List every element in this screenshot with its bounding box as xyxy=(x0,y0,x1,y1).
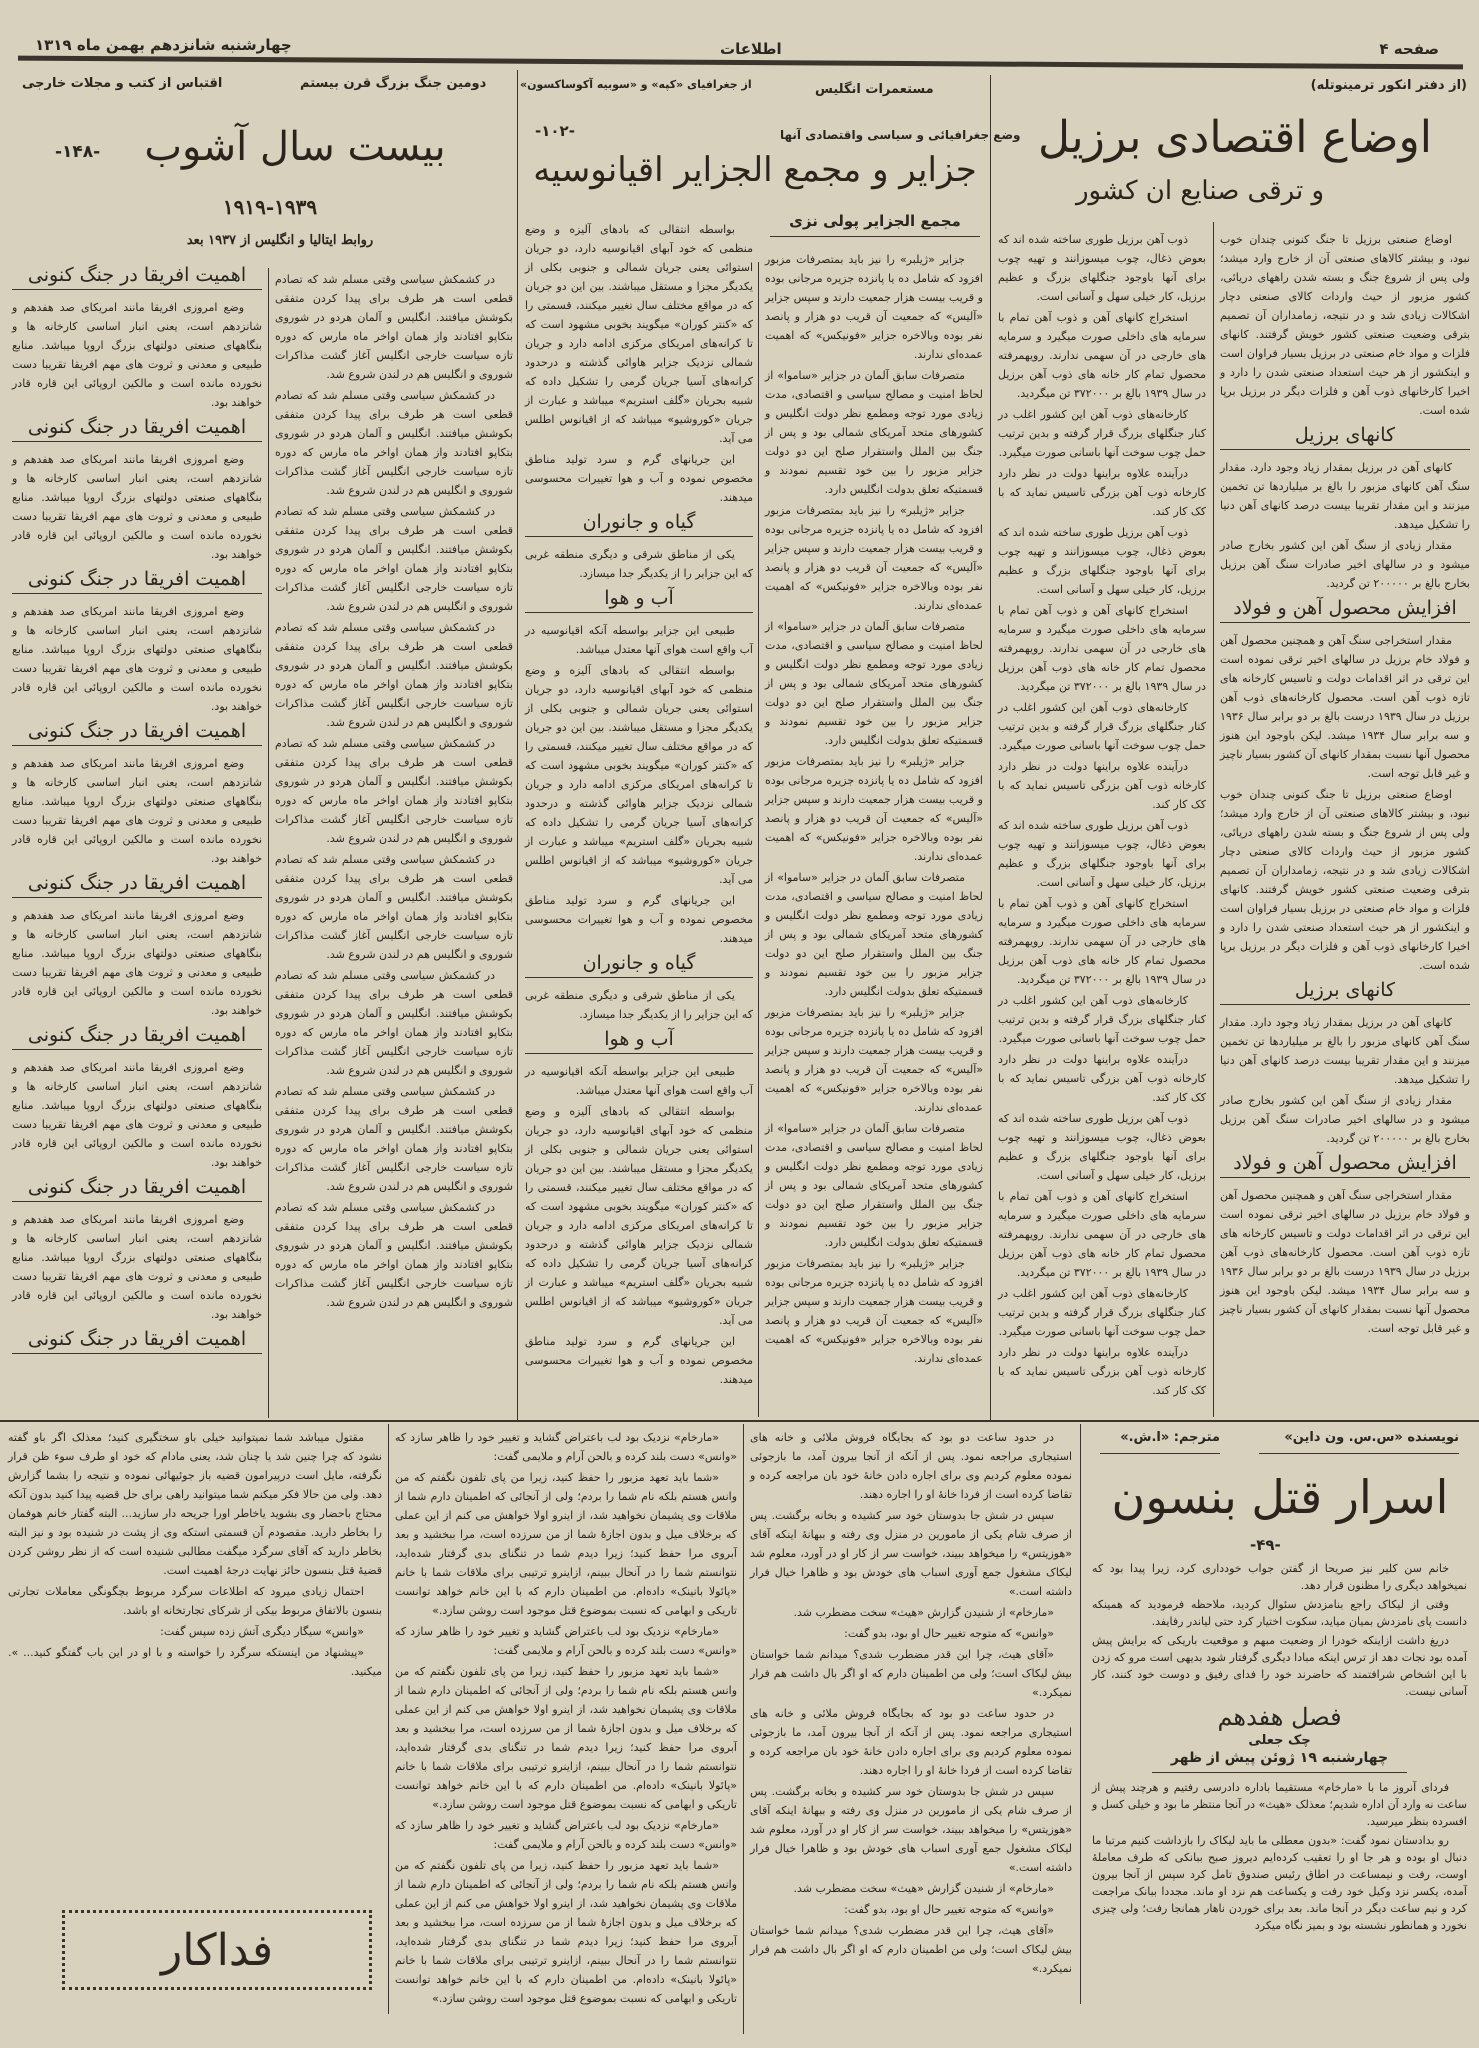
subheading: آب و هوا xyxy=(525,1030,753,1054)
ww2-label: دومین جنگ بزرگ قرن بیستم xyxy=(300,76,487,91)
paragraph: وضع امروزی افریقا مانند امریکای صد هفدهم و شانزدهم است، یعنی انبار اساسی کارخانه ها و بنگاههای صنعتی دولتهای بزرگ اروپا میباشد. منابع طبیعی و معدنی و ثروت های مهم افریقا تقریبا دست نخورده مانده است و مالکین اروپائی این قاره قادر خواهند بود. xyxy=(12,909,262,1017)
paragraph: این جریانهای گرم و سرد تولید مناطق مخصوص نموده و آب و هوا تغییرات محسوسی میدهند. xyxy=(525,894,753,945)
paragraph: ذوب آهن برزیل طوری ساخته شده اند که بعوض ذغال، چوب میسوزانند و تهیه چوب برای آنها باوجود جنگلهای بزرگ و عظیم برزیل، کار خیلی سهل و آسانی است. xyxy=(998,819,1206,889)
chapter-title: چک جعلی xyxy=(1248,1733,1311,1748)
paragraph: متصرفات سابق آلمان در جزایر «ساموا» از لحاظ امنیت و مصالح سیاسی و اقتصادی، مدت زیادی مورد توجه ومطمع نظر دولت انگلیس و کشورهای متحد آمریکای شمالی بود و پس از جنگ بین الملل واستقرار صلح این دو دولت جزایر مزبور را بین خود تقسیم نمودند و قسمتیکه تعلق بدولت انگلیس دارد. xyxy=(765,871,983,998)
chapter-date: چهارشنبه ۱۹ ژوئن پیش از ظهر xyxy=(1152,1749,1407,1773)
brazil-column-2 xyxy=(998,230,1206,1415)
serial-headline: اسرار قتل بنسون xyxy=(1111,1470,1449,1524)
paragraph: رو بدادستان نمود گفت: «بدون معطلی ما باید لیکاک را بازداشت کنیم مرتبا ما دنبال او بوده و هر جا او را تعقیب کرده‌ایم دیروز صبح ببانکی که طرف معاملهٔ اوست، رفت و نیمساعت در اطاق رئیس صندوق تامل کرد سپس از آنجا بیرون آمده، یکسر نزد وکیل خود رفت و یکساعت هم نزد او ماند. مجددا ببانک مراجعت کرد و نیم ساعت دیگر در آنجا ماند. بعد برای خوردن ناهار همانجا رفت؛ ولی چیزی نخورد و همانطور نشسته بود و بمیز نگاه میکرد xyxy=(1092,1834,1467,1932)
serial-chapter-text xyxy=(1092,1779,1467,1934)
subheading: کانهای برزیل xyxy=(1220,426,1470,450)
serial-column-c xyxy=(395,1428,737,2028)
paragraph: «وانس» که متوجه تغییر حال او بود، بدو گفت: xyxy=(844,1627,1054,1640)
oceania-column-1 xyxy=(765,250,983,1415)
paragraph: بواسطه انتقالی که بادهای آلیزه و وضع منظمی که خود آبهای اقیانوسیه دارد، دو جریان استوائی یعنی جریان شمالی و جنوبی بکلی از یکدیگر مجزا و مستقل میباشند. بین این دو جریان که در مواقع مختلف سال تغییر میکنند، قسمتی را که «کنتر کوران» میگویند بخوبی مشهود است که تا کرانه‌های امریکای مرکزی ادامه دارد و جریان شمالی نزدیک جزایر هاوائی گذشته و درحدود کرانه‌های آسیا جریان گرمی را تشکیل داده که شبیه بجریان «گلف استریم» میباشد و عبارت از جریان «کوروشیو» میباشد که از اقیانوس اطلس می آید. xyxy=(525,1105,753,1327)
paragraph: احتمال زیادی میرود که اطلاعات سرگرد مربوط بچگونگی معاملات تجارتی بنسون بالاتفاق مربوط بیکی از شرکای تجارتخانه او باشد. xyxy=(8,1585,382,1617)
paragraph: در کشمکش سیاسی وقتی مسلم شد که تصادم قطعی است هر طرف برای پیدا کردن متفقی بکوشش میافتند. انگلیس و آلمان هردو در شوروی بتکاپو افتادند واز همان اواخر ماه مارس که دوره تازه سیاست خارجی انگلیس آغاز گشت مذاکرات شوروی و انگلیس هم در لندن شروع شد. xyxy=(275,505,513,613)
paragraph: کانهای آهن در برزیل بمقدار زیاد وجود دارد. مقدار سنگ آهن کانهای مزبور را بالغ بر میلیاردها تن تخمین میزنند و این مقدار تقریبا بیست درصد کانهای آهن دنیا را تشکیل میدهد. xyxy=(1220,461,1470,531)
paragraph: وقتی از لیکاک راجع بنامزدش سئوال کردید، ملاحظه فرمودید که همینکه دانست پای نامزدش بمیان میاید، سکوت اختیار کرد حتی لیاندر رفایفد. xyxy=(1092,1598,1467,1628)
issue-date: چهارشنبه شانزدهم بهمن ماه ۱۳۱۹ xyxy=(35,36,292,54)
serial-installment: -۴۹- xyxy=(1250,1536,1281,1554)
paragraph: در کشمکش سیاسی وقتی مسلم شد که تصادم قطعی است هر طرف برای پیدا کردن متفقی بکوشش میافتند. انگلیس و آلمان هردو در شوروی بتکاپو افتادند واز همان اواخر ماه مارس که دوره تازه سیاست خارجی انگلیس آغاز گشت مذاکرات شوروی و انگلیس هم در لندن شروع شد. xyxy=(275,1201,513,1309)
paragraph: درآینده علاوه براینها دولت در نظر دارد کارخانه ذوب آهن بزرگی تاسیس نماید که با کک کار کند. xyxy=(998,1053,1206,1104)
paragraph: وضع امروزی افریقا مانند امریکای صد هفدهم و شانزدهم است، یعنی انبار اساسی کارخانه ها و بنگاههای صنعتی دولتهای بزرگ اروپا میباشد. منابع طبیعی و معدنی و ثروت های مهم افریقا تقریبا دست نخورده مانده است و مالکین اروپائی این قاره قادر خواهند بود. xyxy=(12,1061,262,1169)
paragraph: فردای آنروز ما با «مارخام» مستقیما باداره دادرسی رفتیم و هرچند پیش از ساعت نه وارد آن اداره شدیم؛ معذلک «هیث» در آنجا منتظر ما بود و خیلی کسل و افسرده بنظر میرسید. xyxy=(1092,1781,1467,1828)
oceania-headline: جزایر و مجمع الجزایر اقیانوسیه xyxy=(533,150,977,190)
twenty-years-column-2 xyxy=(12,260,262,1415)
paragraph: وضع امروزی افریقا مانند امریکای صد هفدهم و شانزدهم است، یعنی انبار اساسی کارخانه ها و بنگاههای صنعتی دولتهای بزرگ اروپا میباشد. منابع طبیعی و معدنی و ثروت های مهم افریقا تقریبا دست نخورده مانده است و مالکین اروپائی این قاره قادر خواهند بود. xyxy=(12,453,262,561)
paragraph: استخراج کانهای آهن و ذوب آهن تمام با سرمایه های داخلی صورت میگیرد و سرمایه های خارجی در آن سهمی ندارند. رویهمرفته محصول تمام کار خانه های ذوب آهن برزیل در سال ۱۹۳۹ بالغ بر ۳۷۲۰۰۰ تن میگردید. xyxy=(998,311,1206,400)
paragraph: جزایر «ژیلبر» را نیز باید بمتصرفات مزبور افزود که شامل ده یا پانزده جزیره مرجانی بوده و قریب بیست هزار جمعیت دارند و سپس جزایر «آلیس» که جمعیت آن قریب دو هزار و پانصد نفر بوده وبالاخره جزایر «فونیکس» که اهمیت عمده‌ای ندارند. xyxy=(765,253,983,361)
paragraph: درآینده علاوه براینها دولت در نظر دارد کارخانه ذوب آهن بزرگی تاسیس نماید که با کک کار کند. xyxy=(998,760,1206,811)
paragraph: در کشمکش سیاسی وقتی مسلم شد که تصادم قطعی است هر طرف برای پیدا کردن متفقی بکوشش میافتند. انگلیس و آلمان هردو در شوروی بتکاپو افتادند واز همان اواخر ماه مارس که دوره تازه سیاست خارجی انگلیس آغاز گشت مذاکرات شوروی و انگلیس هم در لندن شروع شد. xyxy=(275,1085,513,1193)
paragraph: «پیشنهاد من اینستکه سرگرد را خواسته و با او در این باب گفتگو کنید... ». میکنید. xyxy=(8,1646,382,1678)
fadakar-advertisement: فداکار xyxy=(62,1910,372,1990)
paragraph: مقدار استخراجی سنگ آهن و همچنین محصول آهن و فولاد خام برزیل در سالهای اخیر ترقی نموده است این ترقی در اثر اقدامات دولت و تاسیس کارخانه های تازه ذوب آهن است. محصول کارخانه‌های ذوب آهن برزیل در سال ۱۹۳۹ درست بالغ بر دو برابر سال ۱۹۳۶ و سه برابر سال ۱۹۳۴ میشد. لیکن باوجود این هنوز محصول آنها نسبت بمقدار کانهای آن کشور بسیار ناچیز و غیر قابل توجه است. xyxy=(1220,634,1470,780)
paragraph: در کشمکش سیاسی وقتی مسلم شد که تصادم قطعی است هر طرف برای پیدا کردن متفقی بکوشش میافتند. انگلیس و آلمان هردو در شوروی بتکاپو افتادند واز همان اواخر ماه مارس که دوره تازه سیاست خارجی انگلیس آغاز گشت مذاکرات شوروی و انگلیس هم در لندن شروع شد. xyxy=(275,853,513,961)
subheading: اهمیت افریقا در جنگ کنونی xyxy=(12,1178,262,1202)
subheading: اهمیت افریقا در جنگ کنونی xyxy=(12,570,262,594)
paragraph: متصرفات سابق آلمان در جزایر «ساموا» از لحاظ امنیت و مصالح سیاسی و اقتصادی، مدت زیادی مورد توجه ومطمع نظر دولت انگلیس و کشورهای متحد آمریکای شمالی بود و پس از جنگ بین الملل واستقرار صلح این دو دولت جزایر مزبور را بین خود تقسیم نمودند و قسمتیکه تعلق بدولت انگلیس دارد. xyxy=(765,1122,983,1249)
paragraph: «وانس» سیگار دیگری آتش زده سپس گفت: xyxy=(160,1625,364,1638)
paragraph: استخراج کانهای آهن و ذوب آهن تمام با سرمایه های داخلی صورت میگیرد و سرمایه های خارجی در آن سهمی ندارند. رویهمرفته محصول تمام کار خانه های ذوب آهن برزیل در سال ۱۹۳۹ بالغ بر ۳۷۲۰۰۰ تن میگردید. xyxy=(998,604,1206,693)
paragraph: «مارخام» نزدیک بود لب باعتراض گشاید و تغییر خود را ظاهر سازد که «وانس» دست بلند کرده و بالحن آرام و ملایمی گفت: xyxy=(395,1431,737,1463)
paragraph: سپس در شش جا بدوستان خود سر کشیده و بخانه برگشت. پس از صرف شام یکی از مامورین در منزل وی رفته و ببهانهٔ اینکه آقای «هوزیتس» را میخواهد ببیند، خواست سر از کار او در آورد، معلوم شد لیکاک مشغول جمع آوری اسباب های خودش بود و ظاهرا خیال فرار داشته است.» xyxy=(750,1509,1072,1598)
paragraph: بواسطه انتقالی که بادهای آلیزه و وضع منظمی که خود آبهای اقیانوسیه دارد، دو جریان استوائی یعنی جریان شمالی و جنوبی بکلی از یکدیگر مجزا و مستقل میباشند. بین این دو جریان که در مواقع مختلف سال تغییر میکنند، قسمتی را که «کنتر کوران» میگویند بخوبی مشهود است که تا کرانه‌های امریکای مرکزی ادامه دارد و جریان شمالی نزدیک جزایر هاوائی گذشته و درحدود کرانه‌های آسیا جریان گرمی را تشکیل داده که شبیه بجریان «گلف استریم» میباشد و عبارت از جریان «کوروشیو» میباشد که از اقیانوس اطلس می آید. xyxy=(525,664,753,886)
paragraph: در کشمکش سیاسی وقتی مسلم شد که تصادم قطعی است هر طرف برای پیدا کردن متفقی بکوشش میافتند. انگلیس و آلمان هردو در شوروی بتکاپو افتادند واز همان اواخر ماه مارس که دوره تازه سیاست خارجی انگلیس آغاز گشت مذاکرات شوروی و انگلیس هم در لندن شروع شد. xyxy=(275,389,513,497)
paragraph: «شما باید تعهد مزبور را حفظ کنید، زیرا من پای تلفون نگفتم که من وانس هستم بلکه نام شما را بردم؛ ولی از آنجائی که اطمینان دارم شما از ملاقات وی پشیمان نخواهید شد، از اینرو اولا خواهش می کنم از این عملی که برخلاف میل و بدون اجازهٔ شما از من سرزده است، مرا ببخشید و بعد آبروی مرا حفظ کنید؛ زیرا دیدم شما در تنگنای بدی گرفتار شده‌اید، نتوانستم شما را در آنحال ببینم، ازاینرو ترتیبی برای ملاقات شما با خانم «پائولا بانینک» داده‌ام. من اطمینان دارم که با این خانم خواهد توانست تاریکی و ابهامی که نسبت بموضوع قتل موجود است روشن سازد.» xyxy=(395,1665,737,1811)
brazil-column-1 xyxy=(1220,230,1470,1415)
paragraph: اوضاع صنعتی برزیل تا جنگ کنونی چندان خوب نبود، و بیشتر کالاهای صنعتی آن از خارج وارد میشد؛ ولی پس از شروع جنگ و بسته شدن راههای دریائی، کشور مزبور از حیث واردات کالای صنعتی دچار اشکالات زیادی شد و در نتیجه، زمامداران آن تصمیم بترقی وضعیت صنعتی کشور خویش گرفتند. کانهای فلزات و مواد خام صنعتی در برزیل بسیار فراوان است و اینکشور از هر حیث استعداد صنعتی شدن را دارد و اخیرا کارخانهای ذوب آهن و فلزات دیگر در برزیل برپا شده است. xyxy=(1220,788,1470,972)
twenty-years-subtitle: روابط ایتالیا و انگلیس از ۱۹۳۷ بعد xyxy=(186,233,374,248)
paragraph: «وانس» که متوجه تغییر حال او بود، بدو گفت: xyxy=(844,1903,1054,1916)
paragraph: مقتول میباشد شما نمیتوانید خیلی باو سختگیری کنید؛ معذلک اگر باو گفته نشود که چرا چنین شد یا چنان شد، یعنی مادام که خود او طرف سوء ظن قرار نگرفته، مایل است درپیرامون قضیه باز جوئیهائی نموده و نتیجه را بشما گزارش دهد. ولی من حالا فکر میکنم شما میتوانید راهی برای حل قضیه پیدا کنید بدون آنکه محتاج باحضار وی بشوید یاخاطر اورا جریحه دار سازید... البته گفتار خانم هوفمان را بخاطر دارید. مقصودم آن قسمتی استکه وی از پشت در شنیده بود و نیز البته بخاطر دارید که آقای سرگرد میگفت مطالبی شنیده است که از نظر روشن کردن قضیهٔ قتل بنسون حائز نهایت درجهٔ اهمیت است. xyxy=(8,1431,382,1577)
serial-column-b xyxy=(750,1428,1072,2028)
paragraph: اوضاع صنعتی برزیل تا جنگ کنونی چندان خوب نبود، و بیشتر کالاهای صنعتی آن از خارج وارد میشد؛ ولی پس از شروع جنگ و بسته شدن راههای دریائی، کشور مزبور از حیث واردات کالای صنعتی دچار اشکالات زیادی شد و در نتیجه، زمامداران آن تصمیم بترقی وضعیت صنعتی کشور خویش گرفتند. کانهای فلزات و مواد خام صنعتی در برزیل بسیار فراوان است و اینکشور از هر حیث استعداد صنعتی شدن را دارد و اخیرا کارخانهای ذوب آهن و فلزات دیگر در برزیل برپا شده است. xyxy=(1220,233,1470,417)
paragraph: دریغ داشت ازاینکه خودرا از وضعیت مبهم و موقعیت باریکی که برایش پیش آمده بود نجات دهد از ترس اینکه مبادا دیگری گرفتار شود بدیهی است مرو که زدن با این اشخاص شرافتمند که حاضرند خود را فدای رفیق و دوست خود کنند، کار آسانی نیست. xyxy=(1092,1634,1467,1698)
paragraph: در حدود ساعت دو بود که بجایگاه فروش ملائی و خانه های استیجاری مراجعه نمود. پس از آنکه از آنجا بیرون آمد، ما بازجوئی نموده معلوم کردیم وی برای اجاره دادن خانهٔ خود بان مراجعه کرده و تقاضا کرده است از فردا خانهٔ او را اجاره دهند. xyxy=(750,1707,1072,1777)
subheading: اهمیت افریقا در جنگ کنونی xyxy=(12,1330,262,1354)
paragraph: درآینده علاوه براینها دولت در نظر دارد کارخانه ذوب آهن بزرگی تاسیس نماید که با کک کار کند. xyxy=(998,1346,1206,1397)
page-number: صفحه ۴ xyxy=(1379,40,1439,58)
column-rule xyxy=(517,70,518,1420)
paragraph: متصرفات سابق آلمان در جزایر «ساموا» از لحاظ امنیت و مصالح سیاسی و اقتصادی، مدت زیادی مورد توجه ومطمع نظر دولت انگلیس و کشورهای متحد آمریکای شمالی بود و پس از جنگ بین الملل واستقرار صلح این دو دولت جزایر مزبور را بین خود تقسیم نمودند و قسمتیکه تعلق بدولت انگلیس دارد. xyxy=(765,369,983,496)
serial-intro xyxy=(1092,1560,1467,1700)
brazil-source-label: (از دفتر انکور ترمینوتله) xyxy=(1310,78,1467,93)
paragraph: کارخانه‌های ذوب آهن این کشور اغلب در کنار جنگلهای بزرگ قرار گرفته و بدین ترتیب حمل چوب سوخت آنها باسانی صورت میگیرد. xyxy=(998,408,1206,459)
column-rule xyxy=(1213,222,1214,1417)
paragraph: در کشمکش سیاسی وقتی مسلم شد که تصادم قطعی است هر طرف برای پیدا کردن متفقی بکوشش میافتند. انگلیس و آلمان هردو در شوروی بتکاپو افتادند واز همان اواخر ماه مارس که دوره تازه سیاست خارجی انگلیس آغاز گشت مذاکرات شوروی و انگلیس هم در لندن شروع شد. xyxy=(275,969,513,1077)
paragraph: کارخانه‌های ذوب آهن این کشور اغلب در کنار جنگلهای بزرگ قرار گرفته و بدین ترتیب حمل چوب سوخت آنها باسانی صورت میگیرد. xyxy=(998,1287,1206,1338)
column-rule xyxy=(388,1424,389,2014)
subheading: اهمیت افریقا در جنگ کنونی xyxy=(12,722,262,746)
paragraph: «مارخام» نزدیک بود لب باعتراض گشاید و تغییر خود را ظاهر سازد که «وانس» دست بلند کرده و بالحن آرام و ملایمی گفت: xyxy=(395,1625,737,1657)
paragraph: در کشمکش سیاسی وقتی مسلم شد که تصادم قطعی است هر طرف برای پیدا کردن متفقی بکوشش میافتند. انگلیس و آلمان هردو در شوروی بتکاپو افتادند واز همان اواخر ماه مارس که دوره تازه سیاست خارجی انگلیس آغاز گشت مذاکرات شوروی و انگلیس هم در لندن شروع شد. xyxy=(275,273,513,381)
subheading: اهمیت افریقا در جنگ کنونی xyxy=(12,1026,262,1050)
paragraph: «مارخام» از شنیدن گزارش «هیث» سخت مضطرب شد. xyxy=(793,1606,1054,1619)
paragraph: «شما باید تعهد مزبور را حفظ کنید، زیرا من پای تلفون نگفتم که من وانس هستم بلکه نام شما را بردم؛ ولی از آنجائی که اطمینان دارم شما از ملاقات وی پشیمان نخواهید شد، از اینرو اولا خواهش می کنم از این عملی که برخلاف میل و بدون اجازهٔ شما از من سرزده است، مرا ببخشید و بعد آبروی مرا حفظ کنید؛ زیرا دیدم شما در تنگنای بدی گرفتار شده‌اید، نتوانستم شما را در آنحال ببینم، ازاینرو ترتیبی برای ملاقات شما با خانم «پائولا بانینک» داده‌ام. من اطمینان دارم که با این خانم خواهد توانست تاریکی و ابهامی که نسبت بموضوع قتل موجود است روشن سازد.» xyxy=(395,1859,737,2005)
subheading: آب و هوا xyxy=(525,589,753,613)
newspaper-name: اطلاعات xyxy=(720,40,782,58)
paragraph: جزایر «ژیلبر» را نیز باید بمتصرفات مزبور افزود که شامل ده یا پانزده جزیره مرجانی بوده و قریب بیست هزار جمعیت دارند و سپس جزایر «آلیس» که جمعیت آن قریب دو هزار و پانصد نفر بوده وبالاخره جزایر «فونیکس» که اهمیت عمده‌ای ندارند. xyxy=(765,1006,983,1114)
serial-translator: مترجم: «ا.ش.» xyxy=(1100,1430,1220,1454)
column-rule xyxy=(1080,1424,1081,2004)
subheading: افزایش محصول آهن و فولاد xyxy=(1220,599,1470,623)
paragraph: «آقای هیث، چرا این قدر مضطرب شدی؟ میدانم شما خواستان بیش لیکاک است؛ ولی من اطمینان دارم که او اگر بال داشت هم فرار نمیکرد.» xyxy=(750,1648,1072,1699)
twenty-years-headline: بیست سال آشوب xyxy=(144,124,446,170)
paragraph: وضع امروزی افریقا مانند امریکای صد هفدهم و شانزدهم است، یعنی انبار اساسی کارخانه ها و بنگاههای صنعتی دولتهای بزرگ اروپا میباشد. منابع طبیعی و معدنی و ثروت های مهم افریقا تقریبا دست نخورده مانده است و مالکین اروپائی این قاره قادر خواهند بود. xyxy=(12,605,262,713)
paragraph: متصرفات سابق آلمان در جزایر «ساموا» از لحاظ امنیت و مصالح سیاسی و اقتصادی، مدت زیادی مورد توجه ومطمع نظر دولت انگلیس و کشورهای متحد آمریکای شمالی بود و پس از جنگ بین الملل واستقرار صلح این دو دولت جزایر مزبور را بین خود تقسیم نمودند و قسمتیکه تعلق بدولت انگلیس دارد. xyxy=(765,620,983,747)
paragraph: این جریانهای گرم و سرد تولید مناطق مخصوص نموده و آب و هوا تغییرات محسوسی میدهند. xyxy=(525,1335,753,1386)
chapter-heading: فصل هفدهم xyxy=(1217,1703,1342,1731)
paragraph: یکی از مناطق شرقی و دیگری منطقه غربی که این جزایر را از یکدیگر جدا میسازد. xyxy=(525,548,753,580)
paragraph: یکی از مناطق شرقی و دیگری منطقه غربی که این جزایر را از یکدیگر جدا میسازد. xyxy=(525,989,753,1021)
subheading: اهمیت افریقا در جنگ کنونی xyxy=(12,266,262,290)
subheading: افزایش محصول آهن و فولاد xyxy=(1220,1154,1470,1178)
paragraph: کارخانه‌های ذوب آهن این کشور اغلب در کنار جنگلهای بزرگ قرار گرفته و بدین ترتیب حمل چوب سوخت آنها باسانی صورت میگیرد. xyxy=(998,994,1206,1045)
paragraph: خانم سن کلیر نیز صریحا از گفتن جواب خودداری کرد، زیرا پیدا بود که نمیخواهد دیگری را مظنون قرار دهد. xyxy=(1092,1562,1467,1592)
twenty-years-installment: -۱۴۸- xyxy=(55,142,101,162)
paragraph: طبیعی این جزایر بواسطه آنکه اقیانوسیه در آب واقع است هوای آنها معتدل میباشد. xyxy=(525,1065,753,1097)
paragraph: مقدار زیادی از سنگ آهن این کشور بخارج صادر میشود و در سالهای اخیر صادرات سنگ آهن برزیل بخارج بالغ بر ۲۰۰۰۰۰ تن گردید. xyxy=(1220,539,1470,590)
paragraph: «مارخام» نزدیک بود لب باعتراض گشاید و تغییر خود را ظاهر سازد که «وانس» دست بلند کرده و بالحن آرام و ملایمی گفت: xyxy=(395,1819,737,1851)
paragraph: در کشمکش سیاسی وقتی مسلم شد که تصادم قطعی است هر طرف برای پیدا کردن متفقی بکوشش میافتند. انگلیس و آلمان هردو در شوروی بتکاپو افتادند واز همان اواخر ماه مارس که دوره تازه سیاست خارجی انگلیس آغاز گشت مذاکرات شوروی و انگلیس هم در لندن شروع شد. xyxy=(275,621,513,729)
subheading: گیاه و جانوران xyxy=(525,954,753,978)
paragraph: کارخانه‌های ذوب آهن این کشور اغلب در کنار جنگلهای بزرگ قرار گرفته و بدین ترتیب حمل چوب سوخت آنها باسانی صورت میگیرد. xyxy=(998,701,1206,752)
foreign-label: اقتباس از کتب و مجلات خارجی xyxy=(22,76,223,91)
paragraph: در حدود ساعت دو بود که بجایگاه فروش ملائی و خانه های استیجاری مراجعه نمود. پس از آنکه از آنجا بیرون آمد، ما بازجوئی نموده معلوم کردیم وی برای اجاره دادن خانهٔ خود بان مراجعه کرده و تقاضا کرده است از فردا خانهٔ او را اجاره دهند. xyxy=(750,1431,1072,1501)
paragraph: ذوب آهن برزیل طوری ساخته شده اند که بعوض ذغال، چوب میسوزانند و تهیه چوب برای آنها باوجود جنگلهای بزرگ و عظیم برزیل، کار خیلی سهل و آسانی است. xyxy=(998,1112,1206,1182)
serial-column-d xyxy=(8,1428,382,1683)
paragraph: جزایر «ژیلبر» را نیز باید بمتصرفات مزبور افزود که شامل ده یا پانزده جزیره مرجانی بوده و قریب بیست هزار جمعیت دارند و سپس جزایر «آلیس» که جمعیت آن قریب دو هزار و پانصد نفر بوده وبالاخره جزایر «فونیکس» که اهمیت عمده‌ای ندارند. xyxy=(765,1257,983,1365)
paragraph: ذوب آهن برزیل طوری ساخته شده اند که بعوض ذغال، چوب میسوزانند و تهیه چوب برای آنها باوجود جنگلهای بزرگ و عظیم برزیل، کار خیلی سهل و آسانی است. xyxy=(998,526,1206,596)
twenty-years-years: ۱۹۱۹-۱۹۳۹ xyxy=(222,195,318,219)
paragraph: وضع امروزی افریقا مانند امریکای صد هفدهم و شانزدهم است، یعنی انبار اساسی کارخانه ها و بنگاههای صنعتی دولتهای بزرگ اروپا میباشد. منابع طبیعی و معدنی و ثروت های مهم افریقا تقریبا دست نخورده مانده است و مالکین اروپائی این قاره قادر خواهند بود. xyxy=(12,1213,262,1321)
oceania-installment: -۱۰۲- xyxy=(535,122,575,140)
paragraph: ذوب آهن برزیل طوری ساخته شده اند که بعوض ذغال، چوب میسوزانند و تهیه چوب برای آنها باوجود جنگلهای بزرگ و عظیم برزیل، کار خیلی سهل و آسانی است. xyxy=(998,233,1206,303)
paragraph: وضع امروزی افریقا مانند امریکای صد هفدهم و شانزدهم است، یعنی انبار اساسی کارخانه ها و بنگاههای صنعتی دولتهای بزرگ اروپا میباشد. منابع طبیعی و معدنی و ثروت های مهم افریقا تقریبا دست نخورده مانده است و مالکین اروپائی این قاره قادر خواهند بود. xyxy=(12,301,262,409)
paragraph: استخراج کانهای آهن و ذوب آهن تمام با سرمایه های داخلی صورت میگیرد و سرمایه های خارجی در آن سهمی ندارند. رویهمرفته محصول تمام کار خانه های ذوب آهن برزیل در سال ۱۹۳۹ بالغ بر ۳۷۲۰۰۰ تن میگردید. xyxy=(998,1190,1206,1279)
paragraph: در کشمکش سیاسی وقتی مسلم شد که تصادم قطعی است هر طرف برای پیدا کردن متفقی بکوشش میافتند. انگلیس و آلمان هردو در شوروی بتکاپو افتادند واز همان اواخر ماه مارس که دوره تازه سیاست خارجی انگلیس آغاز گشت مذاکرات شوروی و انگلیس هم در لندن شروع شد. xyxy=(275,737,513,845)
paragraph: مقدار استخراجی سنگ آهن و همچنین محصول آهن و فولاد خام برزیل در سالهای اخیر ترقی نموده است این ترقی در اثر اقدامات دولت و تاسیس کارخانه های تازه ذوب آهن است. محصول کارخانه‌های ذوب آهن برزیل در سال ۱۹۳۹ درست بالغ بر دو برابر سال ۱۹۳۶ و سه برابر سال ۱۹۳۴ میشد. لیکن باوجود این هنوز محصول آنها نسبت بمقدار کانهای آن کشور بسیار ناچیز و غیر قابل توجه است. xyxy=(1220,1189,1470,1335)
oceania-column-2 xyxy=(525,220,753,1415)
paragraph: استخراج کانهای آهن و ذوب آهن تمام با سرمایه های داخلی صورت میگیرد و سرمایه های خارجی در آن سهمی ندارند. رویهمرفته محصول تمام کار خانه های ذوب آهن برزیل در سال ۱۹۳۹ بالغ بر ۳۷۲۰۰۰ تن میگردید. xyxy=(998,897,1206,986)
serial-story-column xyxy=(1092,1560,1467,1936)
paragraph: «شما باید تعهد مزبور را حفظ کنید، زیرا من پای تلفون نگفتم که من وانس هستم بلکه نام شما را بردم؛ ولی از آنجائی که اطمینان دارم شما از ملاقات وی پشیمان نخواهید شد، از اینرو اولا خواهش می کنم از این عملی که برخلاف میل و بدون اجازهٔ شما از من سرزده است، مرا ببخشید و بعد آبروی مرا حفظ کنید؛ زیرا دیدم شما در تنگنای بدی گرفتار شده‌اید، نتوانستم شما را در آنحال ببینم، ازاینرو ترتیبی برای ملاقات شما با خانم «پائولا بانینک» داده‌ام. من اطمینان دارم که با این خانم خواهد توانست تاریکی و ابهامی که نسبت بموضوع قتل موجود است روشن سازد.» xyxy=(395,1471,737,1617)
paragraph: بواسطه انتقالی که بادهای آلیزه و وضع منظمی که خود آبهای اقیانوسیه دارد، دو جریان استوائی یعنی جریان شمالی و جنوبی بکلی از یکدیگر مجزا و مستقل میباشند. بین این دو جریان که در مواقع مختلف سال تغییر میکنند، قسمتی را که «کنتر کوران» میگویند بخوبی مشهود است که تا کرانه‌های امریکای مرکزی ادامه دارد و جریان شمالی نزدیک جزایر هاوائی گذشته و درحدود کرانه‌های آسیا جریان گرمی را تشکیل داده که شبیه بجریان «گلف استریم» میباشد و عبارت از جریان «کوروشیو» میباشد که از اقیانوس اطلس می آید. xyxy=(525,223,753,445)
paragraph: جزایر «ژیلبر» را نیز باید بمتصرفات مزبور افزود که شامل ده یا پانزده جزیره مرجانی بوده و قریب بیست هزار جمعیت دارند و سپس جزایر «آلیس» که جمعیت آن قریب دو هزار و پانصد نفر بوده وبالاخره جزایر «فونیکس» که اهمیت عمده‌ای ندارند. xyxy=(765,504,983,612)
brazil-headline: اوضاع اقتصادی برزیل xyxy=(1038,112,1432,163)
subheading: گیاه و جانوران xyxy=(525,513,753,537)
subheading: اهمیت افریقا در جنگ کنونی xyxy=(12,418,262,442)
column-rule xyxy=(743,1424,744,2034)
paragraph: طبیعی این جزایر بواسطه آنکه اقیانوسیه در آب واقع است هوای آنها معتدل میباشد. xyxy=(525,624,753,656)
oceania-subhead: مجمع الجزایر پولی نزی xyxy=(770,212,980,237)
subheading: اهمیت افریقا در جنگ کنونی xyxy=(12,874,262,898)
serial-author: نویسنده «س.س. ون داین» xyxy=(1259,1430,1459,1454)
paragraph: جزایر «ژیلبر» را نیز باید بمتصرفات مزبور افزود که شامل ده یا پانزده جزیره مرجانی بوده و قریب بیست هزار جمعیت دارند و سپس جزایر «آلیس» که جمعیت آن قریب دو هزار و پانصد نفر بوده وبالاخره جزایر «فونیکس» که اهمیت عمده‌ای ندارند. xyxy=(765,755,983,863)
column-rule xyxy=(758,262,759,1417)
column-rule xyxy=(268,268,269,1418)
paragraph: «آقای هیث، چرا این قدر مضطرب شدی؟ میدانم شما خواستان بیش لیکاک است؛ ولی من اطمینان دارم که او اگر بال داشت هم فرار نمیکرد.» xyxy=(750,1924,1072,1975)
paragraph: این جریانهای گرم و سرد تولید مناطق مخصوص نموده و آب و هوا تغییرات محسوسی میدهند. xyxy=(525,453,753,504)
paragraph: مقدار زیادی از سنگ آهن این کشور بخارج صادر میشود و در سالهای اخیر صادرات سنگ آهن برزیل بخارج بالغ بر ۲۰۰۰۰۰ تن گردید. xyxy=(1220,1094,1470,1145)
column-rule xyxy=(990,75,991,1420)
brazil-subtitle: و ترقی صنایع ان کشور xyxy=(1075,176,1325,206)
paragraph: درآینده علاوه براینها دولت در نظر دارد کارخانه ذوب آهن بزرگی تاسیس نماید که با کک کار کند. xyxy=(998,467,1206,518)
paragraph: کانهای آهن در برزیل بمقدار زیاد وجود دارد. مقدار سنگ آهن کانهای مزبور را بالغ بر میلیاردها تن تخمین میزنند و این مقدار تقریبا بیست درصد کانهای آهن دنیا را تشکیل میدهد. xyxy=(1220,1016,1470,1086)
paragraph: سپس در شش جا بدوستان خود سر کشیده و بخانه برگشت. پس از صرف شام یکی از مامورین در منزل وی رفته و ببهانهٔ اینکه آقای «هوزیتس» را میخواهد ببیند، خواست سر از کار او در آورد، معلوم شد لیکاک مشغول جمع آوری اسباب های خودش بود و ظاهرا خیال فرار داشته است.» xyxy=(750,1785,1072,1874)
section-divider xyxy=(0,1420,1479,1422)
twenty-years-column-1 xyxy=(275,270,513,1415)
colonies-label: مستعمرات انگلیس xyxy=(815,82,934,97)
paragraph: وضع امروزی افریقا مانند امریکای صد هفدهم و شانزدهم است، یعنی انبار اساسی کارخانه ها و بنگاههای صنعتی دولتهای بزرگ اروپا میباشد. منابع طبیعی و معدنی و ثروت های مهم افریقا تقریبا دست نخورده مانده است و مالکین اروپائی این قاره قادر خواهند بود. xyxy=(12,757,262,865)
geo-source-label: از جغرافیای «کپه» و «سوبیه آکوساکسون» xyxy=(520,78,752,91)
oceania-kicker: وضع جغرافیائی و سیاسی واقتصادی آنها xyxy=(780,128,1021,142)
paragraph: «مارخام» از شنیدن گزارش «هیث» سخت مضطرب شد. xyxy=(793,1882,1054,1895)
subheading: کانهای برزیل xyxy=(1220,981,1470,1005)
